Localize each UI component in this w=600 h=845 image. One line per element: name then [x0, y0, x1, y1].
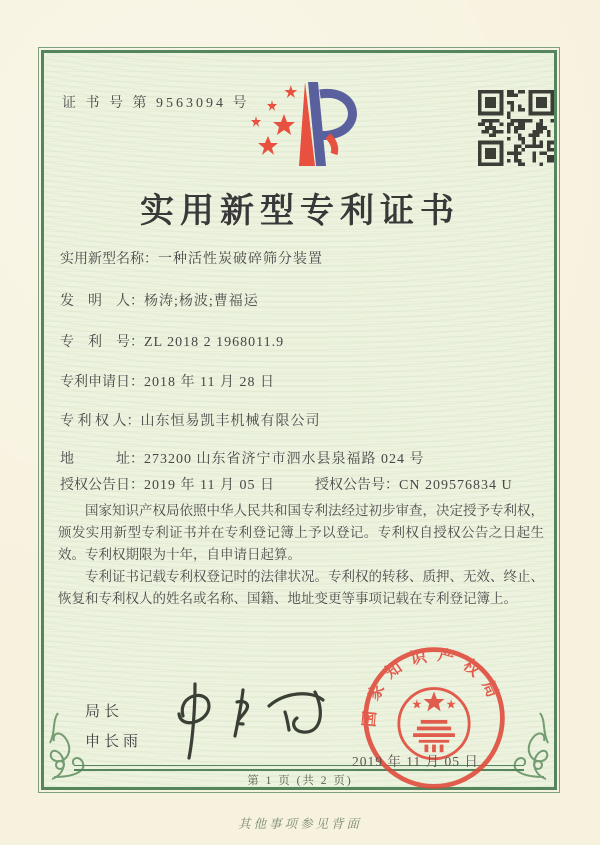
field-label: 授权公告日: [60, 478, 130, 493]
field-value: 2018 年 11 月 28 日: [144, 375, 275, 390]
legal-paragraph: 专利证书记载专利权登记时的法律状况。专利权的转移、质押、无效、终止、恢复和专利权人的姓名或名称、国籍、地址变更等事项记载在专利登记簿上。: [58, 569, 544, 606]
seal-org-text: 国家知识产权局: [361, 646, 505, 728]
field-row: 专 利 号：ZL 2018 2 1968011.9: [60, 331, 284, 351]
officer-block: [85, 697, 142, 757]
field-row: 发 明 人：杨涛;杨波;曹福运: [60, 290, 259, 310]
field-value: 山东恒易凯丰机械有限公司: [140, 414, 321, 429]
field-value: 杨涛;杨波;曹福运: [144, 294, 259, 309]
field-value: 一种活性炭破碎筛分装置: [158, 252, 323, 267]
field-row: 专利申请日：2018 年 11 月 28 日: [60, 371, 275, 391]
field-label: 专 利 权 人: [60, 414, 127, 429]
svg-text:国家知识产权局: [359, 645, 505, 728]
seal-date: 2019 年 11 月 05 日: [352, 754, 479, 769]
field-row: 地 址：273200 山东省济宁市泗水县泉福路 024 号: [60, 448, 425, 468]
field-row: 专 利 权 人：山东恒易凯丰机械有限公司: [60, 410, 321, 430]
field-row: 实用新型名称：一种活性炭破碎筛分装置: [60, 248, 323, 268]
officer-role: 局长: [85, 704, 124, 720]
certificate-number: 证 书 号 第 9563094 号: [62, 96, 250, 111]
field-label: 专利申请日: [60, 375, 130, 390]
field-label: 地 址: [60, 452, 130, 467]
field-value: ZL 2018 2 1968011.9: [144, 335, 285, 350]
field-row-grant-date: 授权公告日：2019 年 11 月 05 日: [60, 474, 275, 494]
field-label: 实用新型名称: [60, 252, 144, 267]
handwritten-signature-icon: [165, 678, 335, 763]
page-number: 第 1 页 (共 2 页): [247, 775, 353, 787]
certificate-title: 实用新型专利证书: [140, 193, 460, 230]
legal-paragraph: 国家知识产权局依照中华人民共和国专利法经过初步审查，决定授予专利权，颁发实用新型专利证书并在专利登记簿上予以登记。专利权自授权公告之日起生效。专利权期限为十年，自申请日起算。: [58, 503, 544, 562]
legal-text: [58, 500, 544, 610]
field-value: 2019 年 11 月 05 日: [144, 478, 275, 493]
qr-code-icon: [478, 90, 554, 166]
back-note: 其他事项参见背面: [237, 817, 362, 831]
cnipa-logo-icon: [238, 74, 366, 174]
field-label: 专 利 号: [60, 335, 130, 350]
field-value: 273200 山东省济宁市泗水县泉福路 024 号: [144, 452, 425, 467]
field-row-grant-no: 授权公告号：CN 209576834 U: [315, 474, 513, 494]
officer-name: 申长雨: [85, 734, 143, 750]
field-label: 授权公告号: [315, 478, 385, 493]
field-value: CN 209576834 U: [399, 478, 513, 493]
field-label: 发 明 人: [60, 294, 130, 309]
